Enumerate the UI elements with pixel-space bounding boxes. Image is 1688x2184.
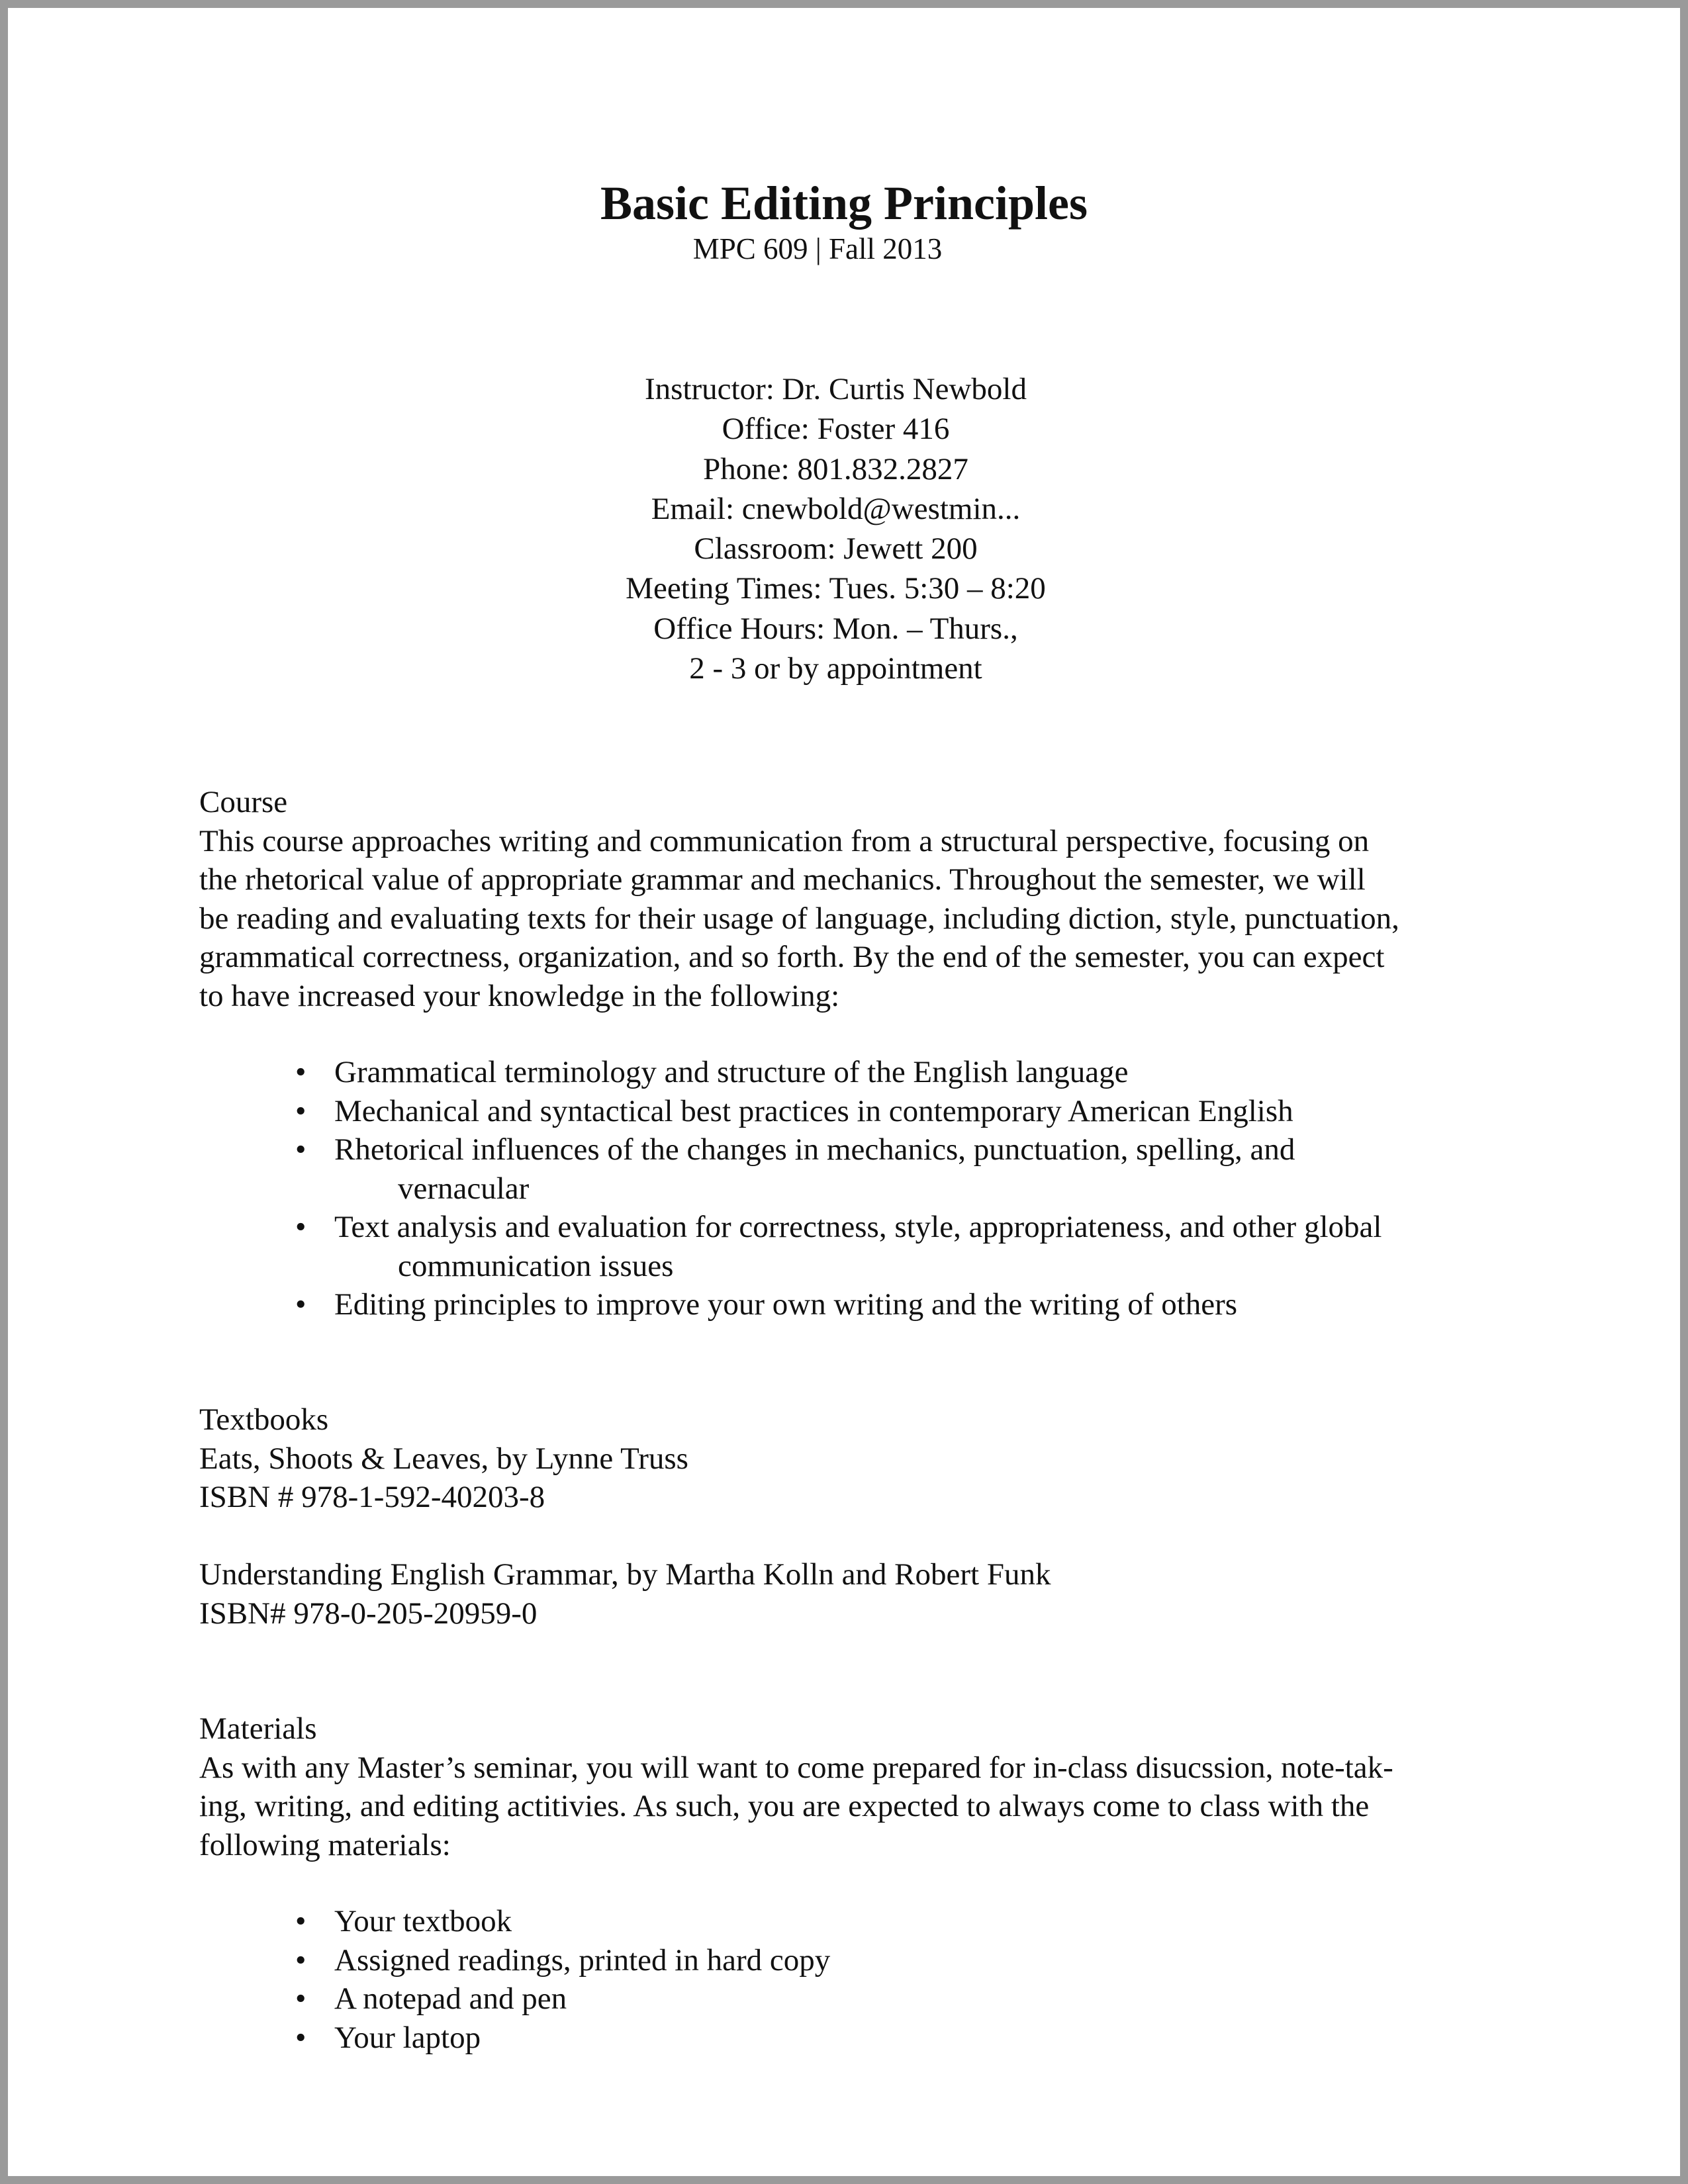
course-description-line: to have increased your knowledge in the following: xyxy=(199,978,840,1013)
bullet-glyph: • xyxy=(295,1132,306,1167)
bullet-glyph: • xyxy=(295,1942,306,1978)
materials-description-line: ing, writing, and editing actitivies. As such, you are expected to always come to class with the xyxy=(199,1789,1370,1823)
classroom-line: Classroom: Jewett 200 xyxy=(694,531,978,567)
course-description-line: be reading and evaluating texts for their usage of language, including diction, style, punctuation, xyxy=(199,901,1399,936)
list-item xyxy=(291,1053,1382,1092)
course-description-line: the rhetorical value of appropriate grammar and mechanics. Throughout the semester, we will xyxy=(199,862,1366,897)
book-1-title: Eats, Shoots & Leaves, by Lynne Truss xyxy=(199,1441,688,1476)
course-code-term: MPC 609 | Fall 2013 xyxy=(692,232,943,265)
list-item-text: Mechanical and syntactical best practices in contemporary American English xyxy=(334,1093,1293,1128)
materials-description-line: As with any Master’s seminar, you will want to come prepared for in-class disucssion, note-tak- xyxy=(199,1750,1393,1785)
course-heading: Course xyxy=(199,785,288,819)
book-1-isbn: ISBN # 978-1-592-40203-8 xyxy=(199,1480,545,1514)
list-item-text: Editing principles to improve your own writing and the writing of others xyxy=(334,1287,1238,1322)
materials-heading: Materials xyxy=(199,1711,317,1746)
book-2-isbn: ISBN# 978-0-205-20959-0 xyxy=(199,1596,538,1631)
list-item-text: Grammatical terminology and structure of the English language xyxy=(334,1055,1129,1089)
document-title: Basic Editing Principles xyxy=(600,177,1088,230)
list-item xyxy=(291,1941,830,1980)
list-item-continuation: communication issues xyxy=(398,1248,674,1283)
meeting-times-line: Meeting Times: Tues. 5:30 – 8:20 xyxy=(626,571,1046,606)
list-item-text: Text analysis and evaluation for correctness, style, appropriateness, and other global xyxy=(334,1210,1382,1244)
bullet-glyph: • xyxy=(295,1287,306,1322)
list-item xyxy=(291,1130,1382,1208)
textbooks-section xyxy=(199,1400,1490,1633)
book-2-title: Understanding English Grammar, by Martha Kolln and Robert Funk xyxy=(199,1557,1051,1592)
course-description xyxy=(199,822,1490,1016)
bullet-glyph: • xyxy=(295,2020,306,2055)
course-section xyxy=(199,783,1490,1015)
bullet-glyph: • xyxy=(295,1093,306,1128)
list-item xyxy=(291,1092,1382,1131)
bullet-glyph: • xyxy=(295,1055,306,1089)
list-item-text: A notepad and pen xyxy=(334,1981,567,2016)
bullet-glyph: • xyxy=(295,1210,306,1244)
materials-description-line: following materials: xyxy=(199,1827,451,1862)
textbooks-heading: Textbooks xyxy=(199,1402,329,1437)
list-item xyxy=(291,2019,830,2058)
list-item-text: Assigned readings, printed in hard copy xyxy=(334,1942,831,1978)
list-item-text: Your textbook xyxy=(334,1904,512,1938)
list-item xyxy=(291,1285,1382,1324)
office-hours-line: Office Hours: Mon. – Thurs., xyxy=(653,611,1018,646)
list-item xyxy=(291,1208,1382,1285)
office-hours-line-2: 2 - 3 or by appointment xyxy=(689,651,982,686)
bullet-glyph: • xyxy=(295,1981,306,2016)
list-item-continuation: vernacular xyxy=(398,1171,530,1206)
course-description-line: grammatical correctness, organization, and so forth. By the end of the semester, you can expect xyxy=(199,940,1385,974)
list-item-text: Rhetorical influences of the changes in mechanics, punctuation, spelling, and xyxy=(334,1132,1295,1167)
office-line: Office: Foster 416 xyxy=(722,412,950,447)
materials-section xyxy=(199,1709,1490,1864)
course-description-line: This course approaches writing and communication from a structural perspective, focusing on xyxy=(199,823,1370,858)
instructor-line: Instructor: Dr. Curtis Newbold xyxy=(645,372,1027,406)
list-item-text: Your laptop xyxy=(334,2020,481,2055)
contact-info-block xyxy=(0,369,1671,688)
bullet-glyph: • xyxy=(295,1904,306,1938)
materials-description xyxy=(199,1749,1490,1865)
course-objectives-list xyxy=(291,1053,1382,1324)
list-item xyxy=(291,1902,830,1941)
email-line: Email: cnewbold@westmin... xyxy=(651,491,1021,526)
materials-list xyxy=(291,1902,830,2057)
list-item xyxy=(291,1979,830,2019)
phone-line: Phone: 801.832.2827 xyxy=(703,451,968,486)
